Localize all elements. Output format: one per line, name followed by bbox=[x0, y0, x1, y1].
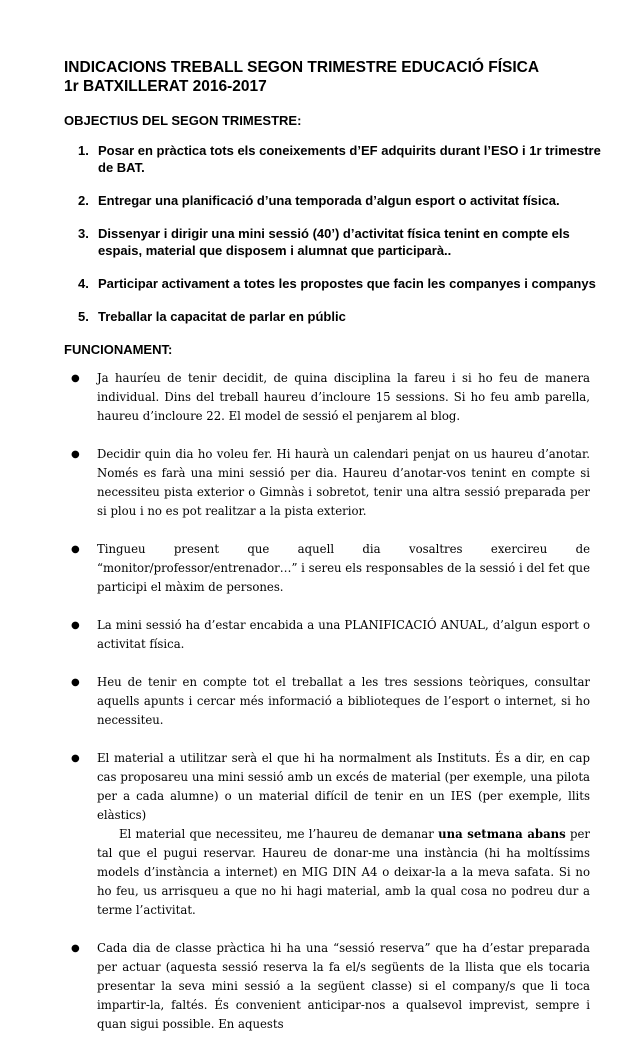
objective-text: Dissenyar i dirigir una mini sessió (40’) d’activitat física tenint en compte els espais, material que disposem i alumnat que participarà.. bbox=[98, 226, 570, 258]
functioning-item bbox=[64, 939, 590, 1034]
functioning-text: Decidir quin dia ho voleu fer. Hi haurà un calendari penjat on us haureu d’anotar. Només es farà una mini sessió per dia. Haureu d’anotar-vos tenint en compte si necessiteu pista exterior o Gimnàs i sobretot, tenir una altra sessió preparada per si plou i no es pot realitzar a la pista exterior. bbox=[97, 447, 590, 518]
functioning-list bbox=[64, 369, 590, 1053]
objectives-list bbox=[64, 142, 604, 341]
bullet-icon: ● bbox=[71, 373, 80, 384]
objective-number: 5. bbox=[78, 309, 89, 324]
bullet-icon: ● bbox=[71, 943, 80, 954]
objective-text: Entregar una planificació d’una temporada d’algun esport o activitat física. bbox=[98, 193, 560, 208]
bullet-icon: ● bbox=[71, 620, 80, 631]
functioning-text: El material a utilitzar serà el que hi ha normalment als Instituts. És a dir, en cap cas proposareu una mini sessió amb un excés de material (per exemple, una pilota per a cada alumne) o un material difícil de tenir en un IES (per exemple, llits elàstics) bbox=[97, 751, 590, 822]
functioning-item bbox=[64, 369, 590, 426]
bullet-icon: ● bbox=[71, 544, 80, 555]
objective-item bbox=[64, 142, 604, 176]
subparagraph-text: El material que necessiteu, me l’haureu de demanar bbox=[119, 827, 439, 841]
functioning-subparagraph bbox=[97, 825, 590, 920]
subparagraph-text: per tal que el pugui reservar. Haureu de donar-me una instància (hi ha moltíssims models d’instància a internet) en MIG DIN A4 o deixar-la a la meva safata. Si no ho feu, us arrisqueu a que no hi hagi material, amb la qual cosa no podreu dur a terme l’activitat. bbox=[97, 827, 591, 917]
functioning-item bbox=[64, 673, 590, 730]
subparagraph-emphasis: una setmana abans bbox=[438, 827, 566, 841]
objective-item bbox=[64, 275, 604, 292]
bullet-icon: ● bbox=[71, 449, 80, 460]
functioning-text: Heu de tenir en compte tot el treballat a les tres sessions teòriques, consultar aquells apunts i cercar més informació a biblioteques de l’esport o internet, si ho necessiteu. bbox=[97, 675, 590, 727]
functioning-text: Tingueu present que aquell dia vosaltres exercireu de “monitor/professor/entrenador…” i sereu els responsables de la sessió i del fet que participi el màxim de persones. bbox=[97, 542, 590, 594]
functioning-item bbox=[64, 616, 590, 654]
title-line-2: 1r BATXILLERAT 2016-2017 bbox=[64, 78, 267, 95]
bullet-icon: ● bbox=[71, 753, 80, 764]
objective-number: 1. bbox=[78, 143, 89, 158]
document-title bbox=[64, 58, 584, 96]
objective-item bbox=[64, 225, 604, 259]
objective-text: Participar activament a totes les propostes que facin les companyes i companys bbox=[98, 276, 596, 291]
functioning-text: Ja hauríeu de tenir decidit, de quina disciplina la fareu i si ho feu de manera individual. Dins del treball haureu d’incloure 15 sessions. Si ho feu amb parella, haureu d’incloure 22. El model de sessió el penjarem al blog. bbox=[97, 371, 590, 423]
title-line-1: INDICACIONS TREBALL SEGON TRIMESTRE EDUCACIÓ FÍSICA bbox=[64, 59, 540, 76]
objective-text: Treballar la capacitat de parlar en públic bbox=[98, 309, 346, 324]
objective-number: 4. bbox=[78, 276, 89, 291]
functioning-item bbox=[64, 445, 590, 521]
functioning-item bbox=[64, 749, 590, 920]
objective-number: 3. bbox=[78, 226, 89, 241]
objective-item bbox=[64, 192, 604, 209]
objective-number: 2. bbox=[78, 193, 89, 208]
functioning-text: Cada dia de classe pràctica hi ha una “sessió reserva” que ha d’estar preparada per actuar (aquesta sessió reserva la fa el/s següents de la llista que els tocaria presentar la seva mini sessió a la següent classe) si el company/s que li toca impartir-la, faltés. És convenient anticipar-nos a qualsevol imprevist, sempre i quan sigui possible. En aquests bbox=[97, 941, 590, 1031]
bullet-icon: ● bbox=[71, 677, 80, 688]
objective-text: Posar en pràctica tots els coneixements d’EF adquirits durant l’ESO i 1r trimestre de BAT. bbox=[98, 143, 601, 175]
functioning-heading: FUNCIONAMENT: bbox=[64, 342, 173, 357]
objective-item bbox=[64, 308, 604, 325]
functioning-item bbox=[64, 540, 590, 597]
functioning-text: La mini sessió ha d’estar encabida a una PLANIFICACIÓ ANUAL, d’algun esport o activitat física. bbox=[97, 618, 590, 651]
objectives-heading: OBJECTIUS DEL SEGON TRIMESTRE: bbox=[64, 113, 302, 128]
